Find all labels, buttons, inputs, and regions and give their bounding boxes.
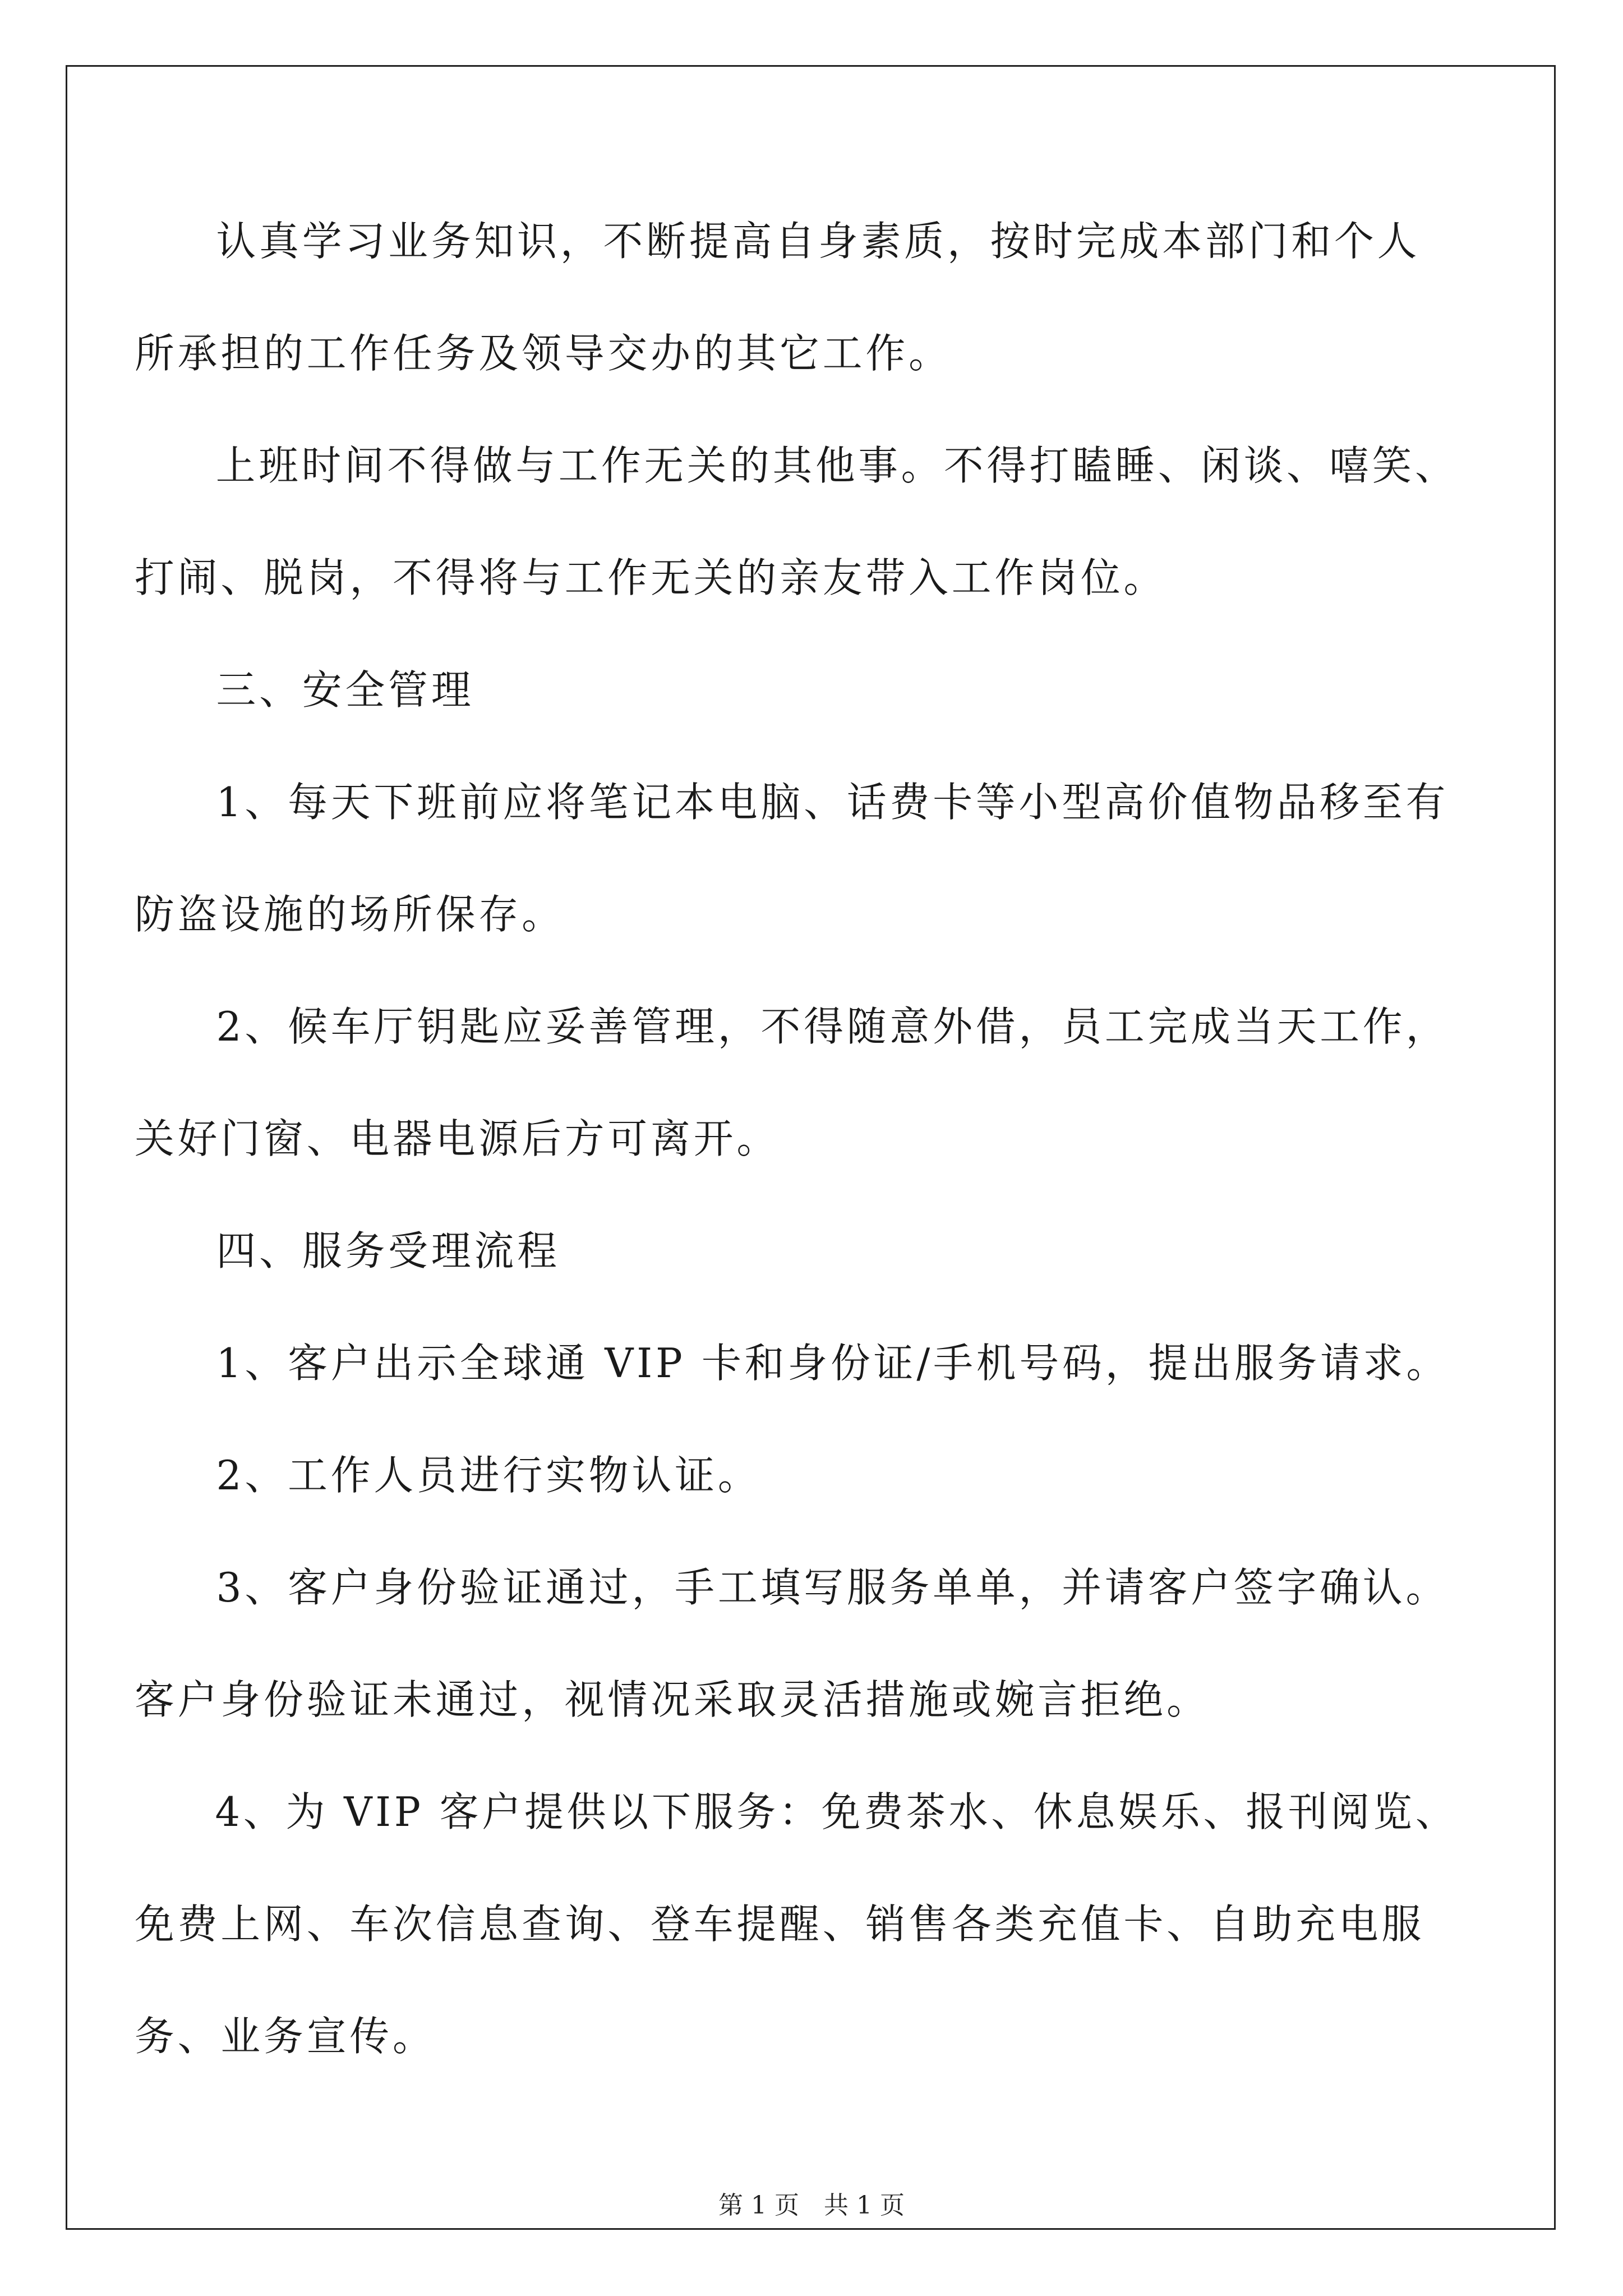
paragraph-line: 打闹、脱岗，不得将与工作无关的亲友带入工作岗位。 (135, 554, 1167, 601)
paragraph-line: 务、业务宣传。 (135, 2013, 436, 2060)
paragraph-line: 上班时间不得做与工作无关的其他事。不得打瞌睡、闲谈、嘻笑、 (215, 442, 1458, 489)
section-heading (135, 634, 1481, 746)
paragraph (135, 1419, 1481, 1531)
page-number-footer: 第 1 页 共 1 页 (718, 2191, 905, 2220)
paragraph (135, 409, 1481, 634)
paragraph (135, 185, 1481, 409)
paragraph-line: 2、工作人员进行实物认证。 (216, 1452, 761, 1499)
paragraph-line: 4、为 VIP 客户提供以下服务：免费茶水、休息娱乐、报刊阅览、 (215, 1788, 1458, 1835)
paragraph-line: 关好门窗、电器电源后方可离开。 (135, 1115, 780, 1162)
paragraph-line: 认真学习业务知识，不断提高自身素质，按时完成本部门和个人 (216, 218, 1421, 265)
paragraph (135, 1756, 1481, 2092)
section-heading-text: 三、安全管理 (216, 666, 474, 714)
paragraph (135, 746, 1481, 970)
paragraph-line: 所承担的工作任务及领导交办的其它工作。 (135, 330, 952, 377)
section-heading (135, 1195, 1481, 1307)
paragraph (135, 970, 1481, 1195)
document-body (135, 185, 1481, 2092)
paragraph-line: 3、客户身份验证通过，手工填写服务单单，并请客户签字确认。 (216, 1564, 1449, 1611)
paragraph-line: 1、客户出示全球通 VIP 卡和身份证/手机号码，提出服务请求。 (216, 1340, 1450, 1387)
paragraph (135, 1531, 1481, 1756)
paragraph-line: 2、候车厅钥匙应妥善管理，不得随意外借，员工完成当天工作， (216, 1003, 1449, 1050)
paragraph (135, 1307, 1481, 1419)
paragraph-line: 防盗设施的场所保存。 (135, 891, 565, 938)
section-heading-text: 四、服务受理流程 (216, 1227, 560, 1274)
paragraph-line: 免费上网、车次信息查询、登车提醒、销售各类充值卡、自助充电服 (135, 1901, 1425, 1948)
paragraph-line: 1、每天下班前应将笔记本电脑、话费卡等小型高价值物品移至有 (216, 779, 1449, 826)
paragraph-line: 客户身份验证未通过，视情况采取灵活措施或婉言拒绝。 (135, 1676, 1210, 1723)
